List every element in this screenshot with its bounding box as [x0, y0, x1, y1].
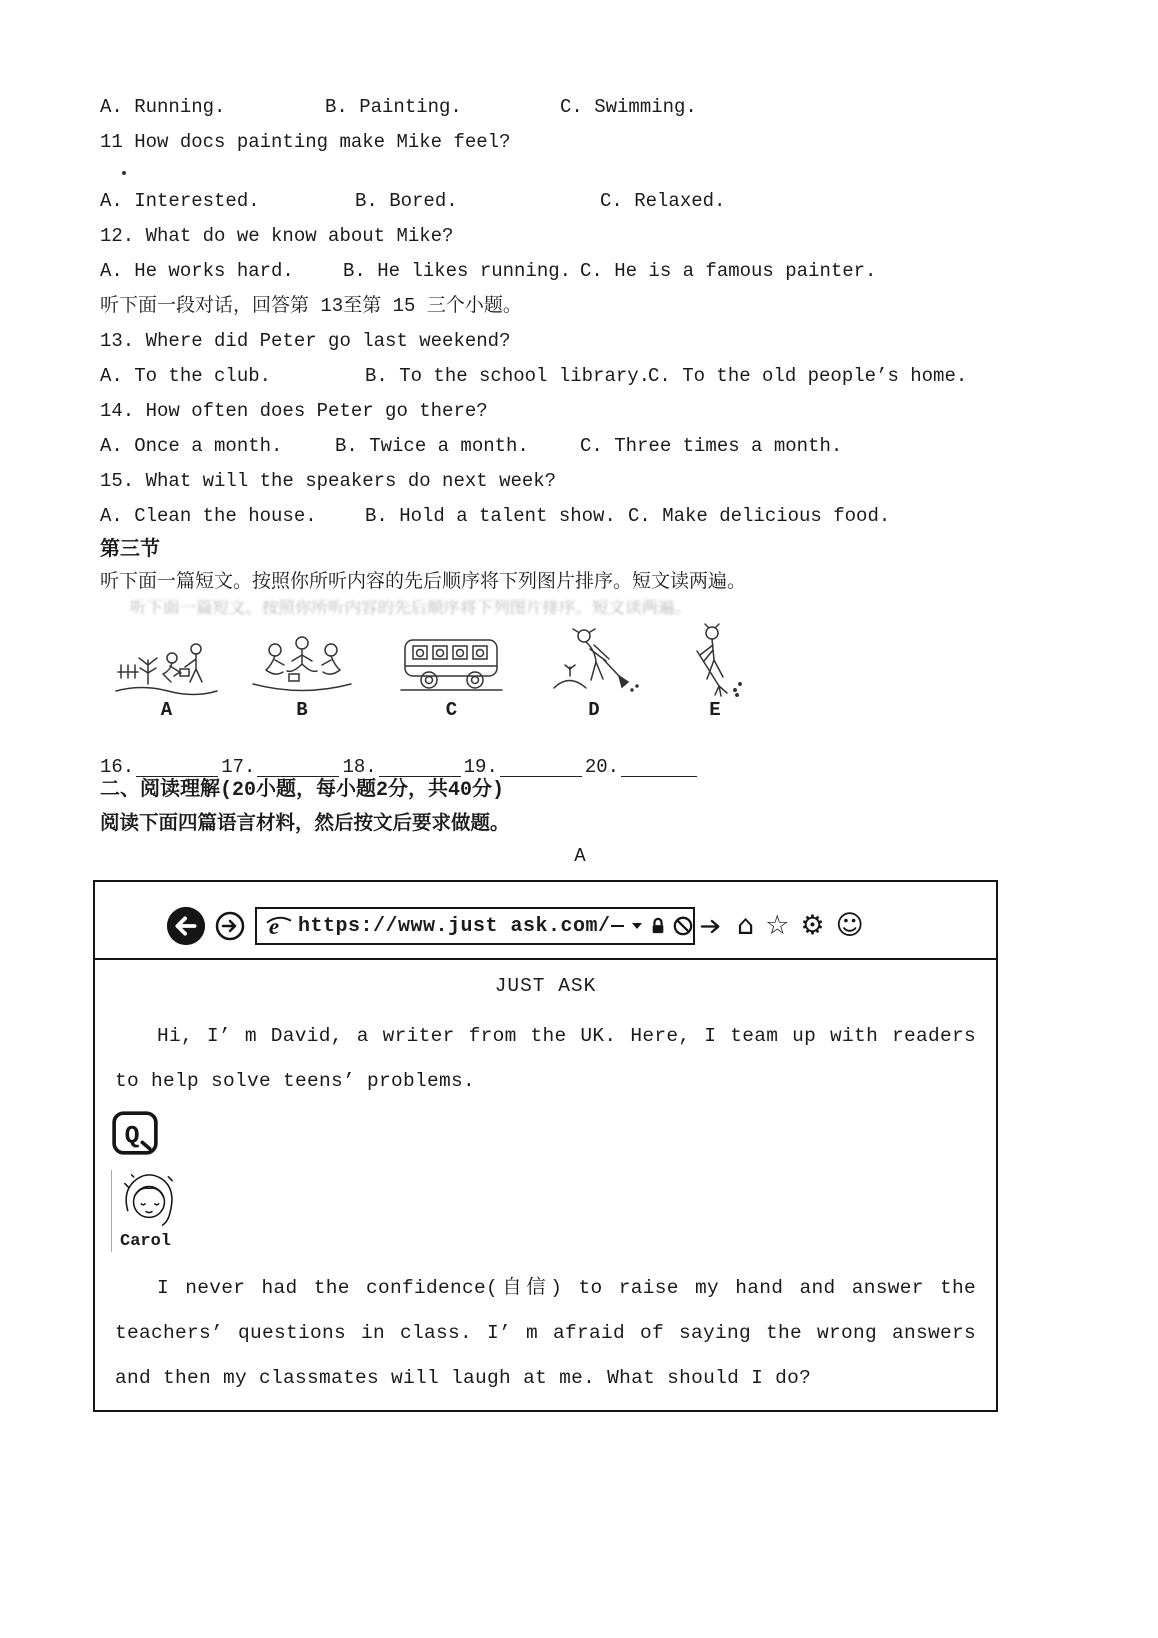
q10-option-a: A. Running. — [100, 96, 226, 118]
url-text: https://www.just ask.com/ — [298, 914, 611, 938]
question-12: 12. What do we know about Mike? — [100, 225, 454, 247]
question-11: 11 How docs painting make Mike feel? — [100, 131, 511, 153]
question-14: 14. How often does Peter go there? — [100, 400, 488, 422]
q12-option-c: C. He is a famous painter. — [580, 260, 877, 282]
q11-option-a: A. Interested. — [100, 190, 260, 212]
q15-options-row — [100, 504, 1060, 539]
smiley-icon: ☺ — [835, 910, 864, 941]
q12-option-a: A. He works hard. — [100, 260, 294, 282]
q15-option-a: A. Clean the house. — [100, 505, 317, 527]
dropdown-caret-icon — [631, 922, 643, 930]
address-bar-controls — [611, 916, 722, 936]
question-13: 13. Where did Peter go last weekend? — [100, 330, 511, 352]
picture-sequence — [114, 620, 1060, 720]
home-icon: ⌂ — [737, 910, 755, 941]
section3-title: 第三节 — [100, 539, 160, 562]
q11-option-b: B. Bored. — [355, 190, 458, 212]
people-sitting-illustration — [247, 620, 357, 698]
blank-18-line — [379, 757, 461, 777]
intro-paragraph: Hi, I’ m David, a writer from the UK. Here, I team up with readers to help solve teens’ problems. — [115, 1025, 976, 1092]
q14-options-row — [100, 434, 1060, 469]
picture-b — [247, 620, 357, 720]
q10-options-row — [100, 95, 1060, 130]
blank-16-line — [136, 757, 218, 777]
planting-trees-illustration — [114, 620, 219, 698]
blank-18-number: 18. — [342, 756, 377, 778]
q11-options-row — [100, 189, 1060, 224]
back-icon — [165, 905, 207, 947]
q12-options-row — [100, 259, 1060, 294]
reading-section-title: 二、阅读理解(20小题，每小题2分，共40分) — [100, 779, 505, 802]
q14-option-b: B. Twice a month. — [335, 435, 529, 457]
picture-a-label: A — [160, 699, 173, 721]
toolbar-divider — [95, 958, 996, 960]
picture-e-label: E — [709, 699, 721, 721]
picture-d-label: D — [588, 699, 600, 721]
girl-avatar-icon — [120, 1170, 178, 1230]
address-bar — [255, 907, 695, 945]
webpage-title: JUST ASK — [494, 975, 597, 997]
blank-16-number: 16. — [100, 756, 135, 778]
exam-content — [100, 95, 1060, 1412]
blank-20-number: 20. — [584, 756, 620, 778]
question-logo-icon — [111, 1110, 159, 1156]
q13-options-row — [100, 364, 1060, 399]
gear-icon: ⚙ — [800, 910, 825, 941]
browser-toolbar — [165, 904, 982, 948]
q13-option-a: A. To the club. — [100, 365, 272, 387]
sweeping-illustration — [680, 620, 750, 698]
scan-ghost-line: 听下面一篇短文。按照你所听内容的先后顺序将下列图片排序。短文读两遍。 — [130, 600, 691, 618]
divider-dash — [611, 925, 624, 927]
reading-instruction: 阅读下面四篇语言材料，然后按文后要求做题。 — [100, 813, 510, 835]
answer-blanks-row — [100, 738, 1060, 778]
blank-17-number: 17. — [221, 756, 256, 778]
go-arrow-icon — [700, 919, 722, 934]
star-icon: ☆ — [765, 910, 790, 941]
lock-icon — [650, 916, 666, 936]
school-bus-illustration — [399, 620, 504, 698]
q13-option-c: C. To the old people’s home. — [648, 365, 968, 387]
blank-17-line — [257, 757, 339, 777]
picture-c — [399, 620, 504, 720]
q15-option-c: C. Make delicious food. — [628, 505, 891, 527]
q14-option-c: C. Three times a month. — [580, 435, 843, 457]
question-paragraph: I never had the confidence(自信) to raise my hand and answer the teachers’ questions in class. I’ m afraid of saying the wrong answers and then my classmates will laugh at me. What should I do? — [115, 1277, 976, 1389]
picture-d — [544, 620, 644, 720]
browser-action-icons — [737, 911, 864, 941]
q15-option-b: B. Hold a talent show. — [365, 505, 616, 527]
forward-icon — [215, 911, 245, 941]
avatar-name: Carol — [120, 1232, 172, 1251]
digging-illustration — [544, 620, 644, 698]
q12-option-b: B. He likes running. — [343, 260, 572, 282]
svg-text:Q: Q — [124, 1121, 140, 1151]
q10-option-b: B. Painting. — [325, 96, 462, 118]
internet-explorer-icon — [265, 914, 292, 939]
blank-20-line — [621, 757, 697, 777]
picture-a — [114, 620, 219, 720]
avatar — [111, 1170, 183, 1252]
blank-19-number: 19. — [463, 756, 498, 778]
svg-text:e: e — [268, 913, 280, 939]
picture-e — [680, 620, 750, 720]
dialog-hint: 听下面一段对话，回答第 13至第 15 三个小题。 — [100, 295, 522, 317]
blank-19-line — [500, 757, 582, 777]
picture-c-label: C — [445, 699, 458, 721]
q10-option-c: C. Swimming. — [560, 96, 697, 118]
stray-dot — [122, 171, 126, 175]
q13-option-b: B. To the school library. — [365, 365, 651, 387]
reading-passage-box — [93, 880, 998, 1412]
stop-icon — [673, 916, 693, 936]
question-15: 15. What will the speakers do next week? — [100, 470, 557, 492]
stray-mark-row — [100, 165, 1060, 189]
passage-label: A — [574, 845, 586, 867]
q11-option-c: C. Relaxed. — [600, 190, 726, 212]
picture-b-label: B — [296, 699, 308, 721]
q14-option-a: A. Once a month. — [100, 435, 283, 457]
section3-instruction: 听下面一篇短文。按照你所听内容的先后顺序将下列图片排序。短文读两遍。 — [100, 571, 747, 593]
